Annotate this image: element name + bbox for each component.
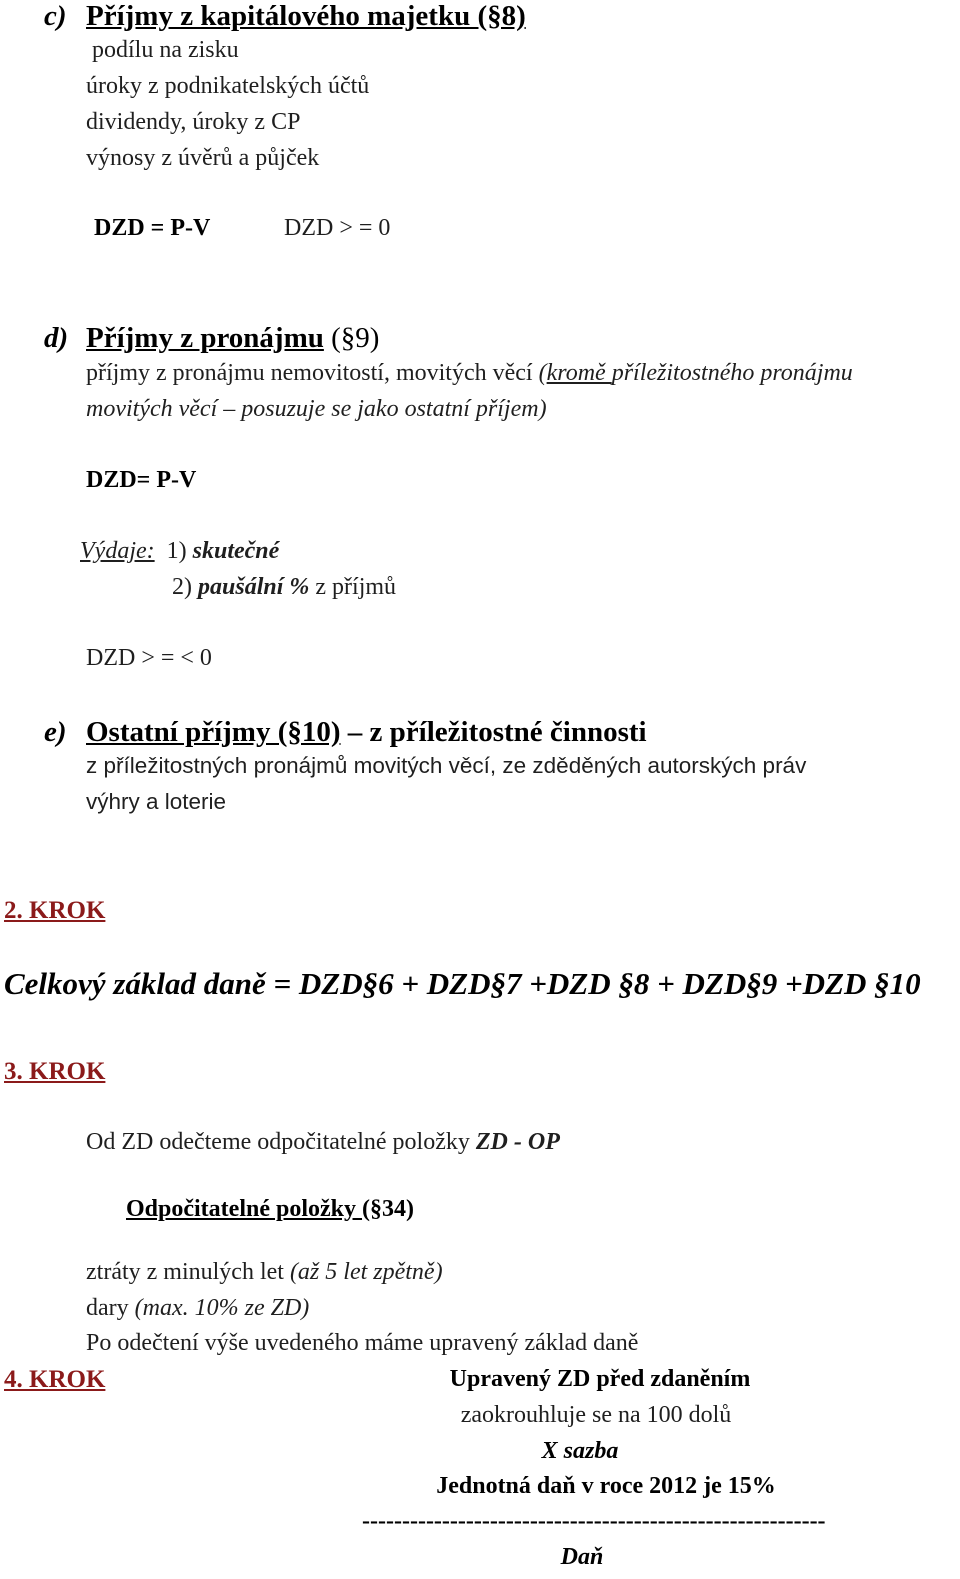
step4-label: 4. KROK [4, 1366, 106, 1393]
section-e-heading-line [86, 718, 647, 747]
step4-rate: X sazba [541, 1438, 619, 1464]
step3-item1-plain: ztráty z minulých let [86, 1259, 290, 1285]
section-d-heading-line [86, 324, 379, 353]
section-d-heading-paren: (§9) [323, 322, 380, 354]
section-e-heading-rest: – z příležitostné činnosti [340, 716, 647, 748]
step4-rounding: zaokrouhluje se na 100 dolů [460, 1402, 732, 1428]
expense2-bold: paušální % [198, 574, 310, 600]
expenses-label: Výdaje: [80, 538, 155, 564]
section-d-condition: DZD > = < 0 [86, 645, 212, 671]
section-d-text-line1 [86, 361, 853, 385]
section-c-item: podílu na zisku [92, 37, 239, 63]
section-d-text1-plain: příjmy z pronájmu nemovitostí, movitých věcí [86, 360, 539, 386]
step3-line-italic: ZD - OP [475, 1129, 560, 1155]
step3-item1 [86, 1260, 443, 1284]
step4-flat-tax: Jednotná daň v roce 2012 je 15% [436, 1473, 776, 1499]
step4-title: Upravený ZD před zdaněním [449, 1366, 751, 1392]
expense1-num: 1) [166, 538, 187, 564]
step3-note: Po odečtení výše uvedeného máme upravený základ daně [86, 1330, 639, 1356]
section-d-expenses-line2 [172, 575, 396, 599]
step3-item1-italic: (až 5 let zpětně) [289, 1259, 443, 1285]
step3-line [86, 1130, 560, 1154]
step3-label: 3. KROK [4, 1058, 106, 1085]
section-e-line2: výhry a loterie [86, 789, 227, 814]
section-e-letter: e) [44, 716, 67, 748]
step4-result: Daň [560, 1544, 604, 1570]
section-d-text1-paren: ( [538, 360, 547, 386]
section-d-formula: DZD= P-V [86, 467, 197, 493]
expense2-num: 2) [172, 574, 192, 600]
section-d-expenses-line1 [80, 539, 279, 563]
step2-formula: Celkový základ daně = DZD§6 + DZD§7 +DZD §8 + DZD§9 +DZD §10 [4, 966, 921, 1001]
section-c-condition: DZD > = 0 [284, 215, 391, 241]
step3-subheading-paren: (§34) [362, 1196, 414, 1222]
step3-subheading: Odpočitatelné položky [126, 1196, 363, 1222]
section-d-text-line2: movitých věcí – posuzuje se jako ostatní příjem) [86, 396, 547, 422]
step3-subheading-line [126, 1197, 414, 1221]
step2-label: 2. KROK [4, 897, 106, 924]
section-c-item: úroky z podnikatelských účtů [86, 73, 370, 99]
section-d-text1-italic: příležitostného pronájmu [611, 360, 853, 386]
step4-separator: ---------------------------------------------------------- [362, 1508, 826, 1534]
section-c-letter: c) [44, 0, 67, 32]
section-d-heading: Příjmy z pronájmu [86, 322, 324, 354]
section-e-heading: Ostatní příjmy (§10) [86, 716, 341, 748]
expense1: skutečné [192, 538, 280, 564]
section-c-item: výnosy z úvěrů a půjček [86, 145, 320, 171]
section-d-letter: d) [44, 322, 69, 354]
section-c-formula: DZD = P-V [94, 215, 211, 241]
step3-item2 [86, 1296, 309, 1320]
step3-item2-italic: (max. 10% ze ZD) [134, 1295, 310, 1321]
section-c-heading: Příjmy z kapitálového majetku (§8) [86, 0, 526, 32]
section-d-text1-underlined: kromě [546, 360, 612, 386]
step3-line-plain: Od ZD odečteme odpočitatelné položky [86, 1129, 476, 1155]
section-c-item: dividendy, úroky z CP [86, 109, 301, 135]
expense2-rest: z příjmů [309, 574, 397, 600]
step3-item2-plain: dary [86, 1295, 135, 1321]
section-e-line1: z příležitostných pronájmů movitých věcí, ze zděděných autorských práv [86, 753, 807, 778]
